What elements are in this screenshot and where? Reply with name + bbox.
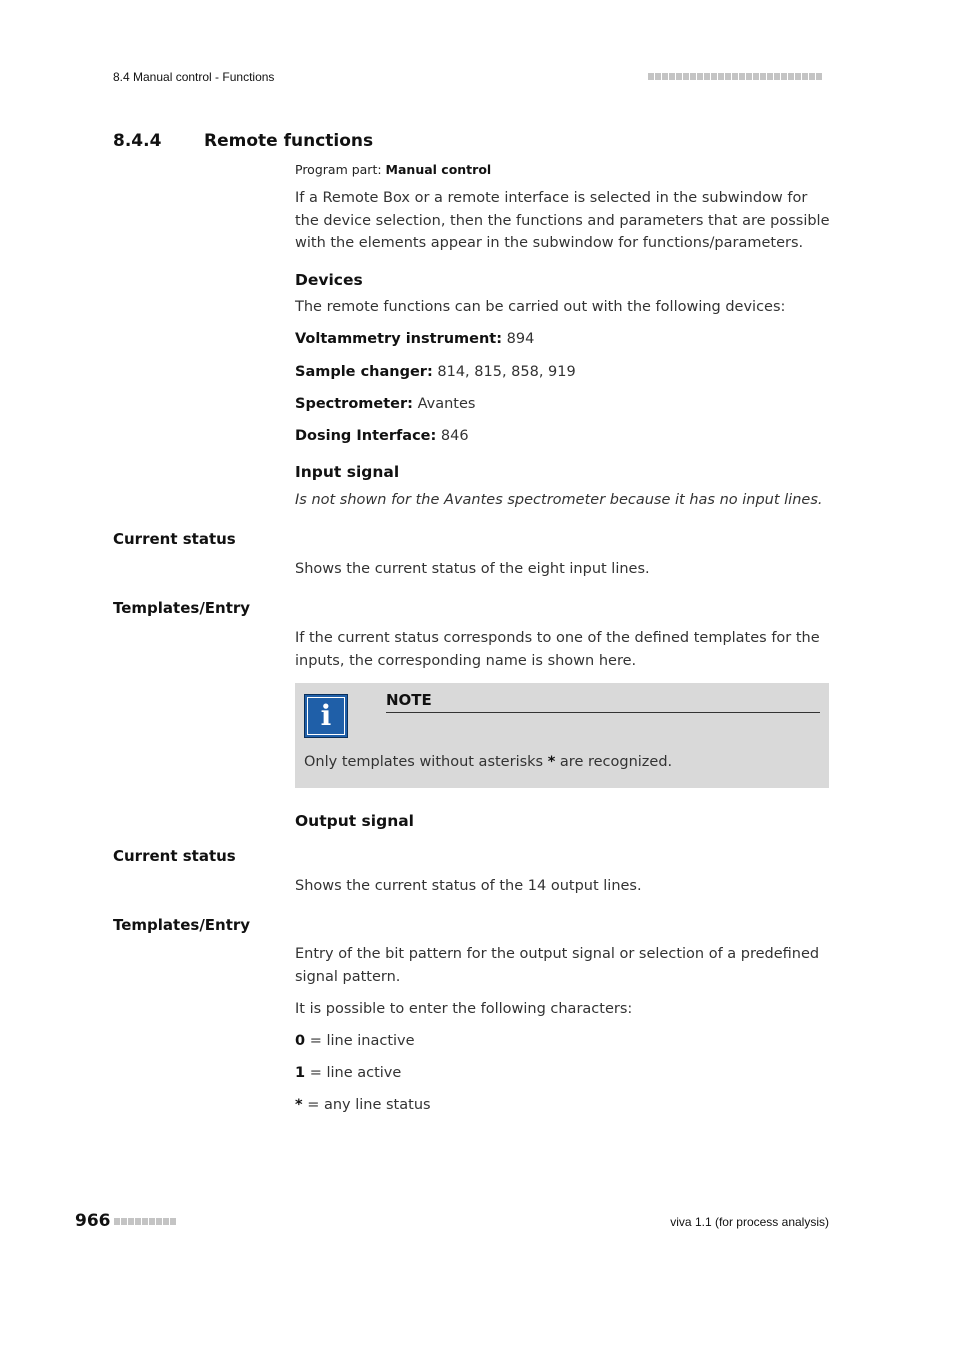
char-item	[295, 1030, 831, 1053]
output-current-status-text: Shows the current status of the 14 output lines.	[295, 878, 642, 894]
program-part-label: Program part:	[295, 162, 382, 177]
header-decor-dots	[648, 73, 822, 80]
input-current-status-label: Current status	[113, 530, 236, 548]
devices-heading: Devices	[295, 271, 363, 289]
input-signal-heading: Input signal	[295, 463, 400, 481]
note-text-start: Only templates without asterisks	[304, 754, 548, 770]
device-item	[295, 425, 831, 448]
device-value: 846	[440, 428, 469, 444]
char-item	[295, 1062, 831, 1085]
input-current-status-text: Shows the current status of the eight input lines.	[295, 561, 650, 577]
input-templates-text: If the current status corresponds to one of the defined templates for the inputs, the corresponding name is shown here.	[295, 630, 820, 669]
output-templates-label: Templates/Entry	[113, 916, 251, 934]
input-signal-note: Is not shown for the Avantes spectrometer because it has no input lines.	[295, 492, 823, 508]
header-section-ref: 8.4 Manual control - Functions	[113, 70, 275, 84]
section-title: Remote functions	[204, 131, 374, 151]
program-part	[295, 159, 831, 182]
footer-decor-dots	[114, 1218, 176, 1225]
device-label: Spectrometer:	[295, 396, 413, 412]
device-label: Sample changer:	[295, 364, 433, 380]
output-chars-intro: It is possible to enter the following characters:	[295, 1001, 633, 1017]
page-number: 966	[75, 1211, 111, 1231]
note-text-end: are recognized.	[555, 754, 673, 770]
char-meaning: = any line status	[307, 1097, 431, 1113]
char-meaning: = line inactive	[309, 1033, 415, 1049]
output-current-status-label: Current status	[113, 847, 236, 865]
info-icon: i	[304, 694, 348, 738]
device-item	[295, 361, 831, 384]
footer-product: viva 1.1 (for process analysis)	[670, 1215, 829, 1229]
section-number: 8.4.4	[113, 131, 162, 151]
output-signal-heading: Output signal	[295, 812, 414, 830]
char-symbol: 0	[295, 1033, 306, 1049]
devices-intro: The remote functions can be carried out with the following devices:	[295, 299, 786, 315]
char-item	[295, 1094, 831, 1117]
device-item	[295, 393, 831, 416]
input-templates-label: Templates/Entry	[113, 599, 251, 617]
output-templates-text: Entry of the bit pattern for the output signal or selection of a predefined signal pattern.	[295, 946, 820, 985]
intro-paragraph: If a Remote Box or a remote interface is selected in the subwindow for the device selection, then the functions and parameters that are possible with the elements appear in the subwindow for functions/parameters.	[295, 190, 830, 251]
char-symbol: *	[295, 1097, 303, 1113]
char-meaning: = line active	[309, 1065, 402, 1081]
device-label: Voltammetry instrument:	[295, 331, 503, 347]
device-item	[295, 328, 831, 351]
note-box	[295, 683, 829, 788]
device-label: Dosing Interface:	[295, 428, 437, 444]
note-asterisk: *	[547, 754, 556, 770]
device-value: Avantes	[417, 396, 476, 412]
device-value: 814, 815, 858, 919	[437, 364, 576, 380]
device-value: 894	[506, 331, 535, 347]
char-symbol: 1	[295, 1065, 306, 1081]
note-text	[304, 754, 672, 770]
note-title: NOTE	[386, 691, 820, 713]
program-part-value: Manual control	[385, 162, 492, 177]
